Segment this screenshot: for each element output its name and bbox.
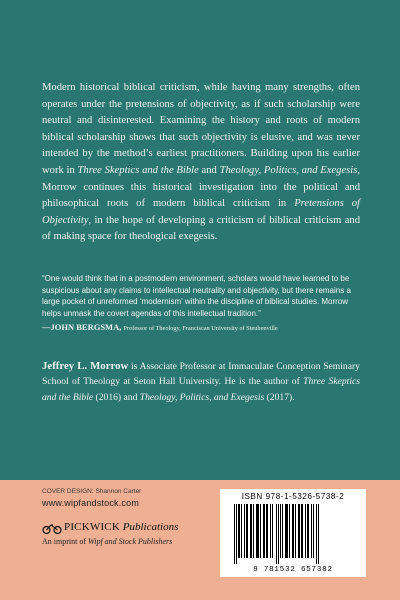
footer-band xyxy=(0,480,400,600)
imprint-prefix: An imprint of xyxy=(42,537,88,546)
barcode-bar xyxy=(289,504,290,558)
barcode-bar xyxy=(292,504,294,558)
barcode-bar xyxy=(272,504,273,558)
barcode-bar xyxy=(246,504,248,558)
endorsement-quote: “One would think that in a postmodern environment, scholars would have learned to be suspicious about any claims to intellectual neutrality and objectivity, but there remains a large pocket of unreformed ‘modernism’ within the discipline of biblical studies. Morrow helps unmask the covert agendas of this intellectual tradition.” xyxy=(42,274,351,319)
bio-book-1: Three Skeptics and the Bible xyxy=(42,376,360,403)
description-part-2: and xyxy=(198,164,220,176)
barcode-bar xyxy=(305,504,306,558)
barcode-bar xyxy=(256,504,259,558)
imprint-name: Wipf and Stock Publishers xyxy=(88,537,173,546)
imprint-line xyxy=(42,537,172,546)
barcode-bar xyxy=(244,504,245,558)
publisher-name-main: PICKWICK xyxy=(64,521,120,533)
barcode-bar xyxy=(285,504,288,558)
pickwick-wheel-icon xyxy=(42,523,62,535)
publisher-website: www.wipfandstock.com xyxy=(42,498,140,508)
barcode-bar xyxy=(253,504,254,558)
barcode-bar xyxy=(282,504,283,558)
barcode-bar xyxy=(316,504,317,564)
barcode-bar xyxy=(263,504,265,558)
barcode-bar xyxy=(301,504,303,558)
barcode-bar xyxy=(241,504,242,558)
barcode-box xyxy=(220,489,366,577)
publisher-name-suffix: Publications xyxy=(120,521,179,533)
isbn-label: ISBN 978-1-5326-5738-2 xyxy=(241,492,345,501)
bio-text-1: is Associate Professor at Immaculate Conception Seminary School of Theology at Seton Hall University. He is the author of xyxy=(42,361,360,388)
barcode-bar xyxy=(234,504,235,564)
cover-design-credit: COVER DESIGN: Shannon Carter xyxy=(42,488,142,495)
barcode-bar xyxy=(236,504,237,564)
barcode-bar xyxy=(270,504,271,558)
endorsement-attribution xyxy=(42,322,372,334)
endorser-affiliation: Professor of Theology, Franciscan University of Steubenville xyxy=(123,325,278,332)
barcode-bar xyxy=(307,504,309,558)
author-name: Jeffrey L. Morrow xyxy=(42,360,129,372)
description-part-4: , in the hope of developing a criticism of biblical criticism and of making space for theological exegesis. xyxy=(42,214,360,243)
barcode-bar xyxy=(266,504,268,558)
publisher-name xyxy=(64,521,178,533)
barcode-bar xyxy=(318,504,319,564)
barcode-bar xyxy=(250,504,252,558)
barcode-graphic xyxy=(232,504,354,564)
barcode-bar xyxy=(260,504,261,558)
barcode-bar xyxy=(295,504,296,558)
endorser-name: —JOHN BERGSMA, xyxy=(42,322,122,332)
barcode-bar xyxy=(280,504,281,558)
barcode-digits: 9 781532 657382 xyxy=(253,566,333,574)
bio-text-3: (2017). xyxy=(264,391,295,403)
description-part-1: Modern historical biblical criticism, while having many strengths, often operates under the pretensions of objectivity, as if such scholarship were neutral and disinterested. Examining the history and roots of modern biblical scholarship shows that such objectivity is elusive, and was never intended by the method’s earliest practitioners. Building upon his earlier work in xyxy=(42,82,360,176)
description-title-1: Three Skeptics and the Bible xyxy=(77,164,199,176)
author-bio xyxy=(42,359,360,405)
book-description xyxy=(42,80,360,246)
barcode-bar xyxy=(238,504,240,558)
description-title-2: Theology, Politics, and Exegesis xyxy=(219,164,358,176)
description-title-3: Pretensions of Objectivity xyxy=(42,198,361,226)
description-part-3: , Morrow continues this historical investigation into the political and philosophical roots of modern biblical criticism in xyxy=(42,164,360,210)
bio-text-2: (2016) and xyxy=(93,391,140,403)
barcode-bar xyxy=(298,504,300,558)
barcode-bar xyxy=(278,504,279,564)
barcode-bar xyxy=(276,504,277,564)
barcode-bar xyxy=(311,504,312,558)
barcode-bar xyxy=(313,504,314,558)
bio-book-2: Theology, Politics, and Exegesis xyxy=(139,391,265,403)
